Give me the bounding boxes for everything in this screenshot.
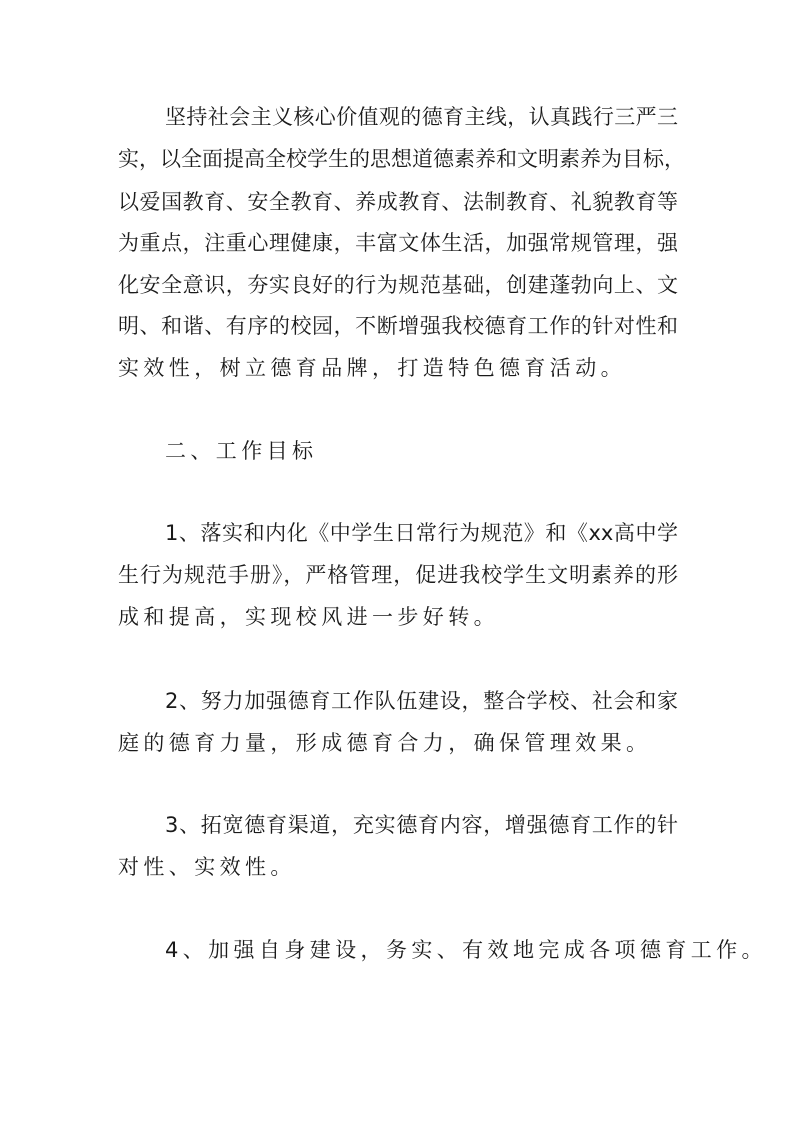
text-line: 成和提高，实现校风进一步好转。: [118, 605, 499, 629]
text-line: 为重点，注重心理健康，丰富文体生活，加强常规管理，强: [118, 231, 678, 255]
text-line: 3、拓宽德育渠道，充实德育内容，增强德育工作的针: [165, 813, 678, 837]
text-line: 明、和谐、有序的校园，不断增强我校德育工作的针对性和: [118, 314, 678, 338]
text-line: 化安全意识，夯实良好的行为规范基础，创建蓬勃向上、文: [118, 273, 678, 297]
text-line: 实，以全面提高全校学生的思想道德素养和文明素养为目标，: [118, 147, 685, 171]
text-line: 1、落实和内化《中学生日常行为规范》和《xx高中学: [165, 521, 678, 545]
text-line: 以爱国教育、安全教育、养成教育、法制教育、礼貌教育等: [118, 190, 678, 214]
text-line: 庭的德育力量，形成德育合力，确保管理效果。: [118, 731, 652, 755]
text-line: 对性、实效性。: [118, 855, 296, 879]
text-line: 坚持社会主义核心价值观的德育主线，认真践行三严三: [165, 105, 678, 129]
text-line: 4、加强自身建设，务实、有效地完成各项德育工作。: [165, 938, 767, 962]
text-line: 实效性，树立德育品牌，打造特色德育活动。: [118, 356, 626, 380]
text-line: 2、努力加强德育工作队伍建设，整合学校、社会和家: [165, 689, 678, 713]
section-heading: 二、工作目标: [165, 439, 318, 463]
text-line: 生行为规范手册》，严格管理，促进我校学生文明素养的形: [118, 563, 678, 587]
